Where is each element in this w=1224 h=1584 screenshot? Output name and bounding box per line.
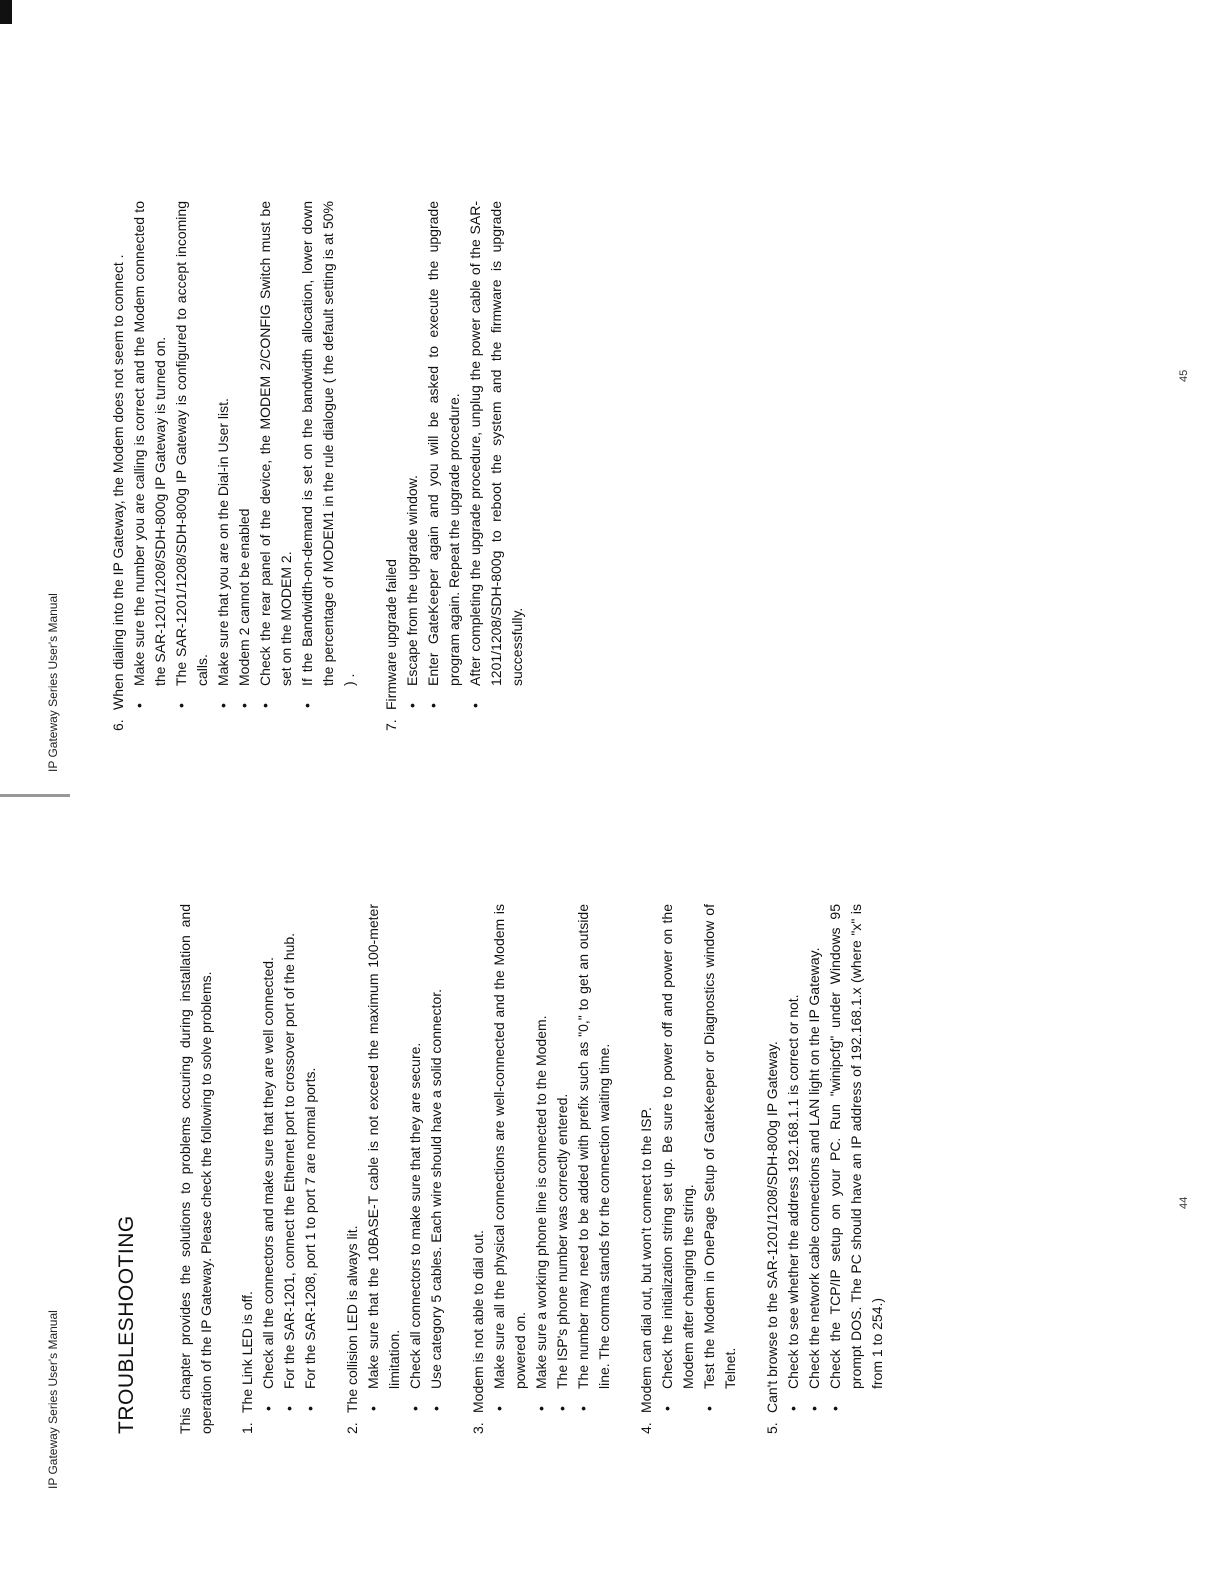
item-heading: Modem can dial out, but won't connect to the ISP. <box>638 1107 654 1413</box>
bullet-item: • Make sure that the 10BASE-T cable is not exceed the maximum 100-meter limitation. <box>363 904 405 1413</box>
item-number: 2. <box>344 1422 360 1434</box>
troubleshooting-list <box>108 201 528 731</box>
running-head: IP Gateway Series User's Manual <box>46 1310 60 1489</box>
bullet-list <box>363 904 447 1434</box>
troubleshooting-item <box>237 904 321 1434</box>
intro-paragraph: This chapter provides the solutions to problems occuring during installation and operation of the IP Gateway. Please check the following to solve problems. <box>177 904 214 1434</box>
item-number: 3. <box>470 1422 486 1434</box>
bullet-item: • The number may need to be added with prefix such as "0," to get an outside line. The comma stands for the connection waiting time. <box>573 904 615 1413</box>
bullet-item: • Check all connectors to make sure that they are secure. <box>405 904 426 1413</box>
bullet-list <box>657 904 741 1434</box>
item-number: 1. <box>239 1422 255 1434</box>
item-heading-row <box>237 904 258 1434</box>
bullet-item: • The SAR-1201/1208/SDH-800g IP Gateway is configured to accept incoming calls. <box>171 201 213 710</box>
bullet-list <box>783 904 888 1434</box>
item-heading: The Link LED is off. <box>239 1291 255 1413</box>
running-head: IP Gateway Series User's Manual <box>46 593 60 772</box>
bullet-item: • Check the network cable connections and LAN light on the IP Gateway. <box>804 904 825 1413</box>
bullet-list <box>258 904 321 1434</box>
bullet-item: • The ISP's phone number was correctly entered. <box>552 904 573 1413</box>
troubleshooting-item <box>342 904 447 1434</box>
item-number: 6. <box>110 719 126 731</box>
item-heading-row <box>762 904 783 1434</box>
item-heading: When dialing into the IP Gateway, the Modem does not seem to connect . <box>110 254 126 710</box>
bullet-list <box>402 201 528 731</box>
bullet-item: • Check to see whether the address 192.168.1.1 is correct or not. <box>783 904 804 1413</box>
troubleshooting-item <box>381 201 528 731</box>
bullet-item: • If the Bandwidth-on-demand is set on the bandwidth allocation, lower down the percentage of MODEM1 in the rule dialogue ( the default setting is at 50% ) . <box>297 201 360 710</box>
item-number: 5. <box>764 1422 780 1434</box>
bullet-item: • After completing the upgrade procedure, unplug the power cable of the SAR-1201/1208/SDH-800g to reboot the system and the firmware is upgrade successfully. <box>465 201 528 710</box>
item-heading-row <box>342 904 363 1434</box>
bullet-item: • For the SAR-1201, connect the Ethernet port to crossover port of the hub. <box>279 904 300 1413</box>
bullet-item: • Modem 2 cannot be enabled <box>234 201 255 710</box>
page-content <box>108 201 549 731</box>
item-heading-row <box>108 201 129 731</box>
troubleshooting-item <box>762 904 888 1434</box>
item-heading: Firmware upgrade failed <box>383 559 399 710</box>
bullet-item: • Test the Modem in OnePage Setup of GateKeeper or Diagnostics window of Telnet. <box>699 904 741 1413</box>
item-number: 4. <box>638 1422 654 1434</box>
page-number: 45 <box>1178 369 1190 382</box>
troubleshooting-item <box>636 904 741 1434</box>
item-heading-row <box>468 904 489 1434</box>
bullet-item: • Check the rear panel of the device, the MODEM 2/CONFIG Switch must be set on the MODEM 2. <box>255 201 297 710</box>
chapter-title: TROUBLESHOOTING <box>115 1215 138 1434</box>
item-number: 7. <box>383 719 399 731</box>
bullet-item: • Make sure a working phone line is connected to the Modem. <box>531 904 552 1413</box>
item-heading-row <box>381 201 402 731</box>
item-heading-row <box>636 904 657 1434</box>
troubleshooting-item <box>468 904 615 1434</box>
bullet-item: • Escape from the upgrade window. <box>402 201 423 710</box>
page-44 <box>0 792 1224 1584</box>
bullet-list <box>489 904 615 1434</box>
bullet-list <box>129 201 360 731</box>
troubleshooting-item <box>108 201 360 731</box>
bullet-item: • Use category 5 cables. Each wire should have a solid connector. <box>426 904 447 1413</box>
bullet-item: • Check the TCP/IP setup on your PC. Run "winipcfg" under Windows 95 prompt DOS. The PC should have an IP address of 192.168.1.x (where "x" is from 1 to 254.) <box>825 904 888 1413</box>
page-number: 44 <box>1178 1196 1190 1209</box>
bullet-item: • Make sure that you are on the Dial-in User list. <box>213 201 234 710</box>
bullet-item: • For the SAR-1208, port 1 to port 7 are normal ports. <box>300 904 321 1413</box>
bullet-item: • Make sure the number you are calling is correct and the Modem connected to the SAR-1201/1208/SDH-800g IP Gateway is turned on. <box>129 201 171 710</box>
item-heading: The collision LED is always lit. <box>344 1225 360 1413</box>
bullet-item: • Enter GateKeeper again and you will be asked to execute the upgrade program again. Repeat the upgrade procedure. <box>423 201 465 710</box>
bullet-item: • Make sure all the physical connections are well-connected and the Modem is powered on. <box>489 904 531 1413</box>
troubleshooting-list <box>237 904 888 1434</box>
item-heading: Can't browse to the SAR-1201/1208/SDH-800g IP Gateway. <box>764 1041 780 1413</box>
bullet-item: • Check all the connectors and make sure that they are well connected. <box>258 904 279 1413</box>
bullet-item: • Check the initialization string set up. Be sure to power off and power on the Modem after changing the string. <box>657 904 699 1413</box>
item-heading: Modem is not able to dial out. <box>470 1230 486 1413</box>
page-content <box>108 904 909 1434</box>
